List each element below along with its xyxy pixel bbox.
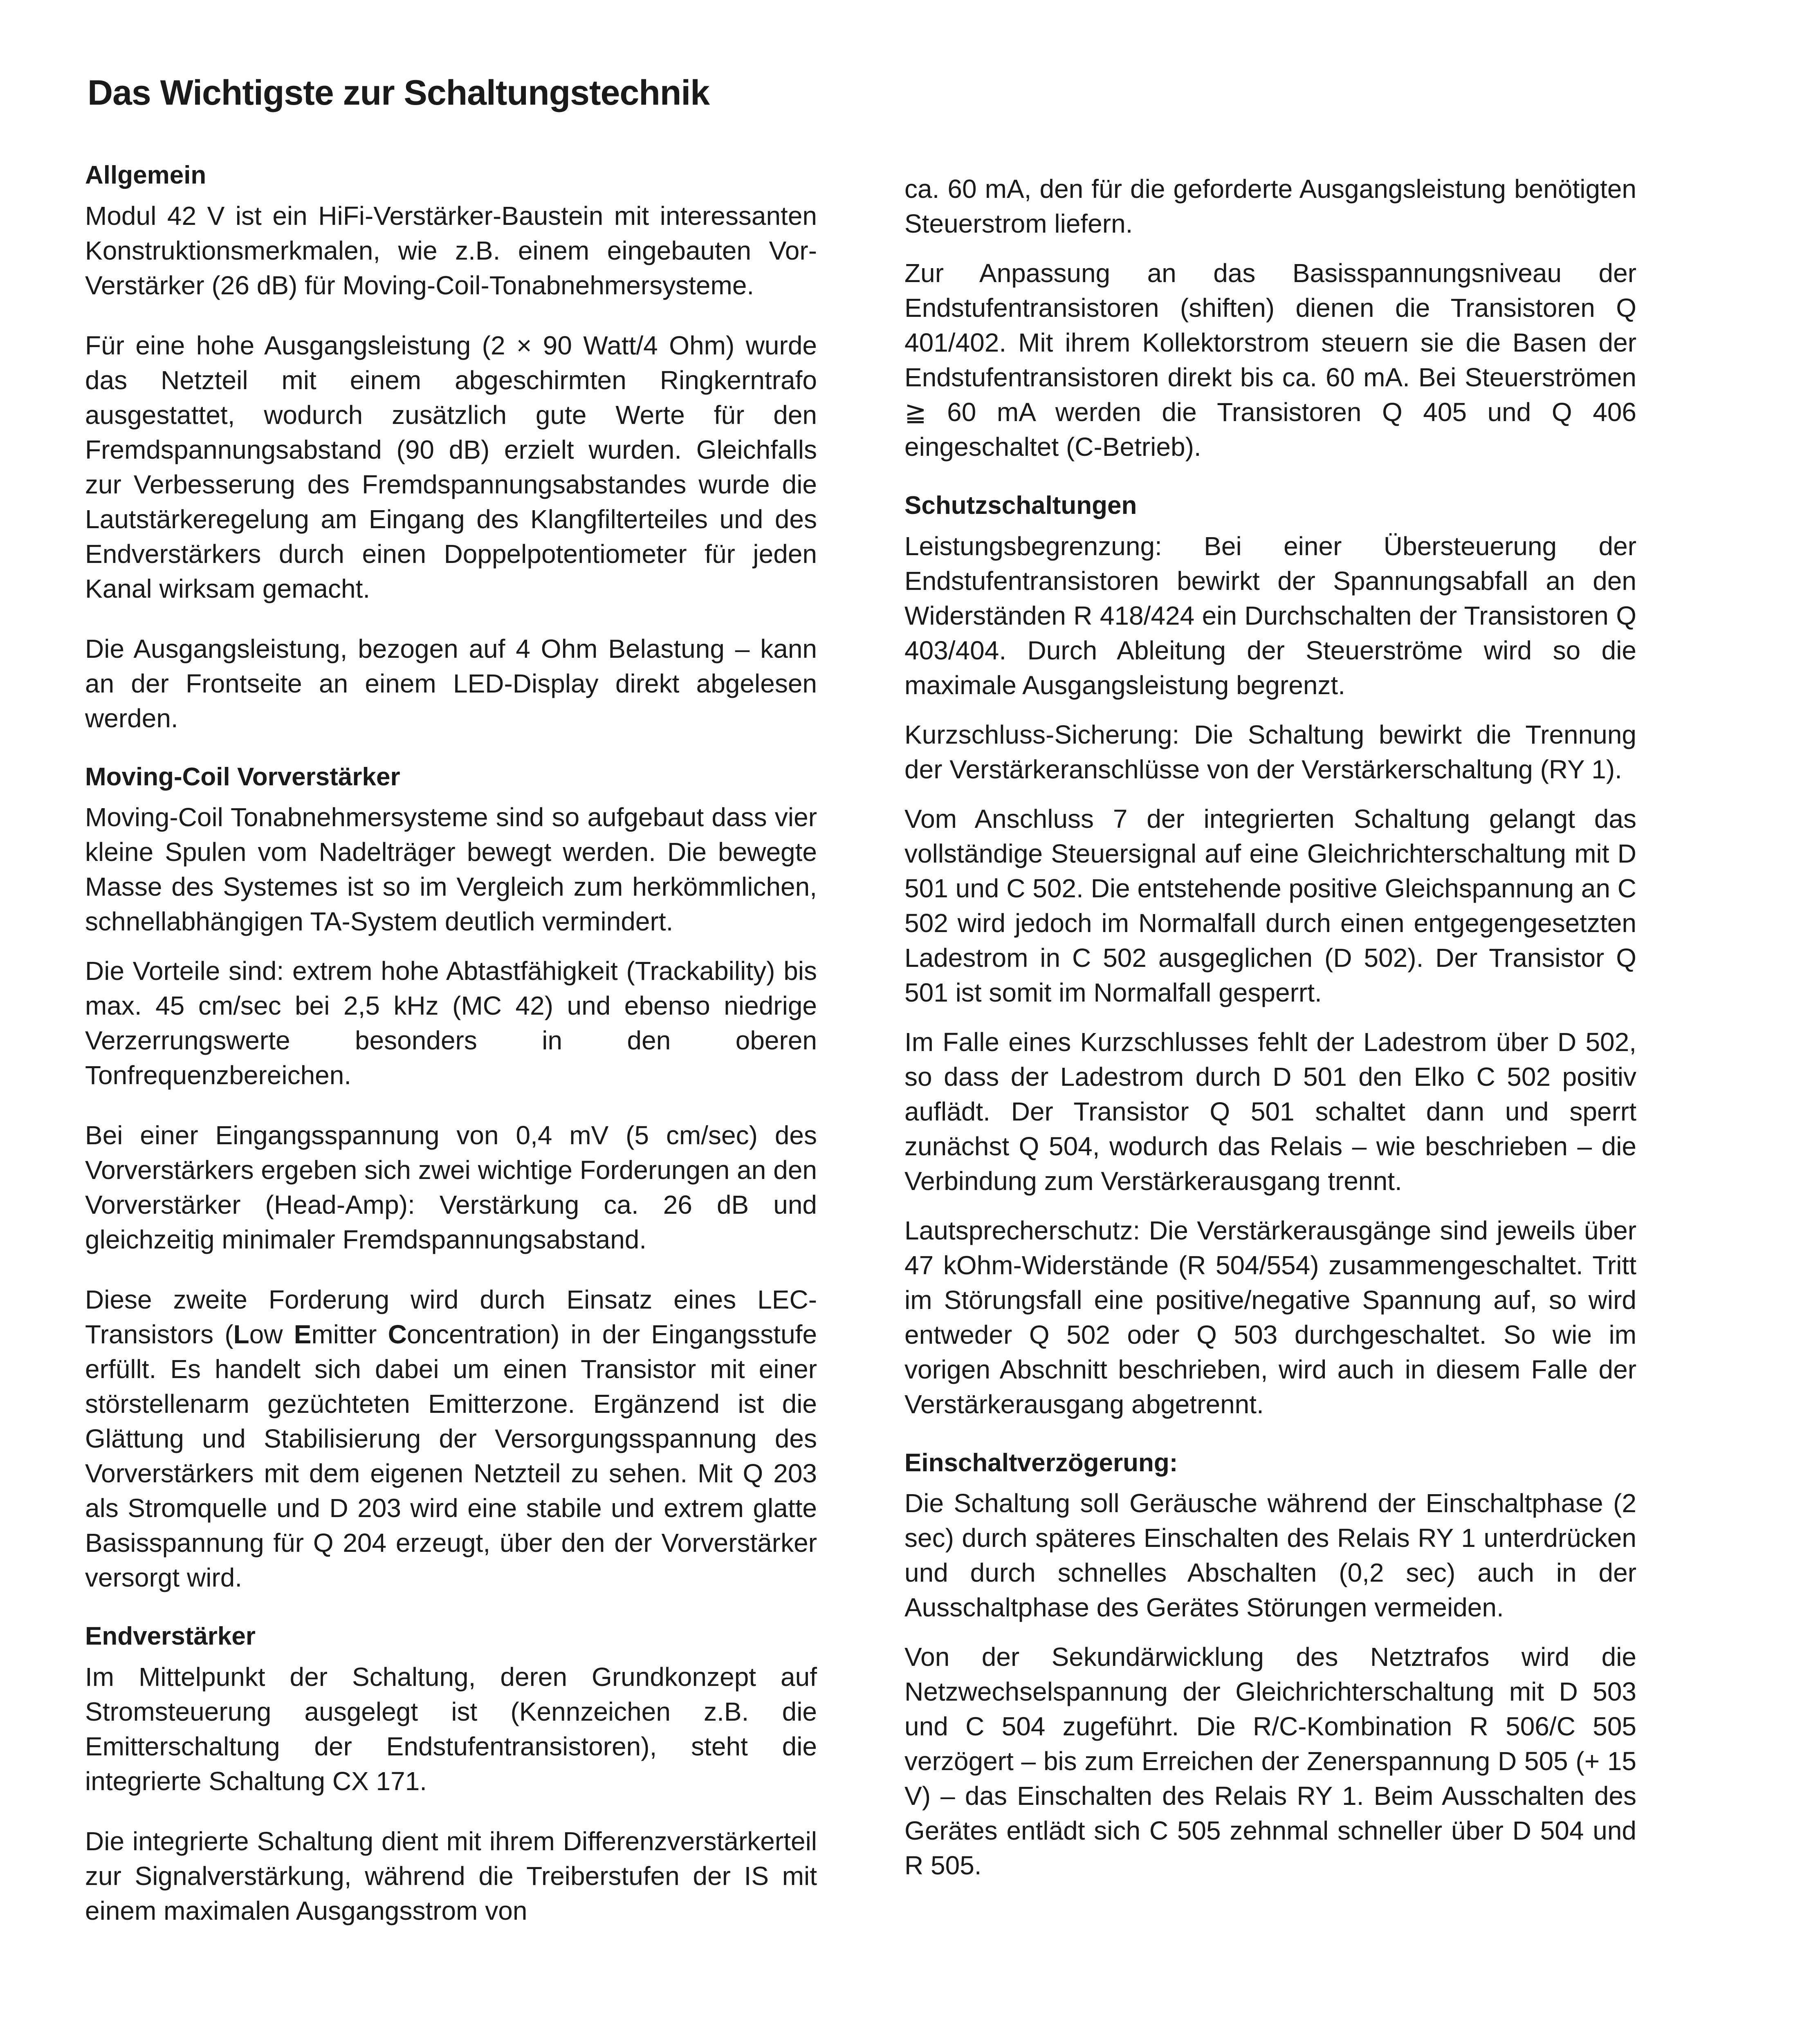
section-endverstaerker — [85, 1620, 817, 1928]
text-run: ow — [249, 1320, 294, 1349]
paragraph: ca. 60 mA, den für die geforderte Ausgangsleistung benötigten Steuerstrom liefern. — [904, 174, 1636, 238]
paragraph: Modul 42 V ist ein HiFi-Verstärker-Baustein mit interessanten Konstruktionsmerkmalen, wie z.B. einem eingebauten Vor-Verstärker (26 dB) für Moving-Coil-Tonabnehmersysteme. — [85, 201, 817, 300]
section-heading-einschaltverzoegerung: Einschaltverzögerung: — [904, 1448, 1178, 1477]
page-title: Das Wichtigste zur Schaltungstechnik — [88, 73, 710, 112]
paragraph: Von der Sekundärwicklung des Netztrafos wird die Netzwechselspannung der Gleichrichterschaltung mit D 503 und C 504 zugeführt. Die R/C-Kombination R 506/C 505 verzögert – bis zum Erreichen der Zenerspannung D 505 (+ 15 V) – das Einschalten des Relais RY 1. Beim Ausschalten des Gerätes entlädt sich C 505 zehnmal schneller über D 504 und R 505. — [904, 1642, 1636, 1880]
section-heading-allgemein: Allgemein — [85, 161, 206, 189]
paragraph: Für eine hohe Ausgangsleistung (2 × 90 Watt/4 Ohm) wurde das Netzteil mit einem abgeschirmten Ringkerntrafo ausgestattet, wodurch zusätzlich gute Werte für den Fremdspannungsabstand (90 dB) erzielt wurden. Gleichfalls zur Verbesserung des Fremdspannungsabstandes wurde die Lautstärkeregelung am Eingang des Klangfilterteiles und des Endverstärkers durch einen Doppelpotentiometer für jeden Kanal wirksam gemacht. — [85, 330, 817, 603]
section-heading-schutzschaltungen: Schutzschaltungen — [904, 491, 1137, 520]
paragraph: Im Falle eines Kurzschlusses fehlt der Ladestrom über D 502, so dass der Ladestrom durch D 501 den Elko C 502 positiv auflädt. Der Transistor Q 501 schaltet dann und sperrt zunächst Q 504, wodurch das Relais – wie beschrieben – die Verbindung zum Verstärkerausgang trennt. — [904, 1027, 1636, 1196]
emphasis-letter: C — [388, 1320, 407, 1349]
section-allgemein — [85, 159, 817, 736]
section-moving-coil — [85, 761, 817, 1596]
emphasis-letter: L — [233, 1320, 249, 1349]
paragraph: Kurzschluss-Sicherung: Die Schaltung bewirkt die Trennung der Verstärkeranschlüsse von der Verstärkerschaltung (RY 1). — [904, 719, 1636, 784]
text-run: Diese zweite Forderung wird durch Einsatz eines LEC-Transistors ( — [85, 1285, 817, 1349]
paragraph: Die integrierte Schaltung dient mit ihrem Differenzverstärkerteil zur Signalverstärkung, während die Treiberstufen der IS mit einem maximalen Ausgangsstrom von — [85, 1826, 817, 1925]
paragraph: Die Schaltung soll Geräusche während der Einschaltphase (2 sec) durch späteres Einschalten des Relais RY 1 unterdrücken und durch schnelles Abschalten (0,2 sec) auch in der Ausschaltphase des Gerätes Störungen vermeiden. — [904, 1488, 1636, 1622]
text-run: oncentration) in der Eingangsstufe erfüllt. Es handelt sich dabei um einen Transistor mit einer störstellenarm gezüchteten Emitterzone. Ergänzend ist die Glättung und Stabilisierung der Versorgungsspannung des Vorverstärkers mit dem eigenen Netzteil zu sehen. Mit Q 203 als Stromquelle und D 203 wird eine stabile und extrem glatte Basisspannung für Q 204 erzeugt, über den der Vorverstärker versorgt wird. — [85, 1320, 817, 1592]
paragraph: Lautsprecherschutz: Die Verstärkerausgänge sind jeweils über 47 kOhm-Widerstände (R 504/554) zusammengeschaltet. Tritt im Störungsfall eine positive/negative Spannung auf, so wird entweder Q 502 oder Q 503 durchgeschaltet. So wie im vorigen Abschnitt beschrieben, wird auch in diesem Falle der Verstärkerausgang abgetrennt. — [904, 1215, 1636, 1419]
paragraph: Im Mittelpunkt der Schaltung, deren Grundkonzept auf Stromsteuerung ausgelegt ist (Kennzeichen z.B. die Emitterschaltung der Endstufentransistoren), steht die integrierte Schaltung CX 171. — [85, 1662, 817, 1796]
section-einschaltverzoegerung — [904, 1447, 1636, 1883]
paragraph: Bei einer Eingangsspannung von 0,4 mV (5 cm/sec) des Vorverstärkers ergeben sich zwei wichtige Forderungen an den Vorverstärker (Head-Amp): Verstärkung ca. 26 dB und gleichzeitig minimaler Fremdspannungsabstand. — [85, 1121, 817, 1254]
section-heading-moving-coil: Moving-Coil Vorverstärker — [85, 762, 400, 791]
paragraph — [85, 1282, 817, 1595]
text-run: mitter — [311, 1320, 388, 1349]
paragraph: Die Vorteile sind: extrem hohe Abtastfähigkeit (Trackability) bis max. 45 cm/sec bei 2,5 kHz (MC 42) und ebenso niedrige Verzerrungswerte besonders in den oberen Tonfrequenzbereichen. — [85, 956, 817, 1090]
right-column — [904, 172, 1636, 1908]
left-column — [85, 159, 817, 1954]
paragraph: Die Ausgangsleistung, bezogen auf 4 Ohm Belastung – kann an der Frontseite an einem LED-Display direkt abgelesen werden. — [85, 634, 817, 733]
paragraph: Leistungsbegrenzung: Bei einer Übersteuerung der Endstufentransistoren bewirkt der Spannungsabfall an den Widerständen R 418/424 ein Durchschalten der Transistoren Q 403/404. Durch Ableitung der Steuerströme wird so die maximale Ausgangsleistung begrenzt. — [904, 531, 1636, 700]
section-heading-endverstaerker: Endverstärker — [85, 1622, 256, 1650]
paragraph: Zur Anpassung an das Basisspannungsniveau der Endstufentransistoren (shiften) dienen die Transistoren Q 401/402. Mit ihrem Kollektorstrom steuern sie die Basen der Endstufentransistoren direkt bis ca. 60 mA. Bei Steuerströmen ≧ 60 mA werden die Transistoren Q 405 und Q 406 eingeschaltet (C-Betrieb). — [904, 258, 1636, 462]
section-schutzschaltungen — [904, 490, 1636, 1422]
paragraph: Moving-Coil Tonabnehmersysteme sind so aufgebaut dass vier kleine Spulen vom Nadelträger bewegt werden. Die bewegte Masse des Systemes ist so im Vergleich zum herkömmlichen, schnellabhängigen TA-System deutlich vermindert. — [85, 802, 817, 936]
emphasis-letter: E — [294, 1320, 312, 1349]
paragraph: Vom Anschluss 7 der integrierten Schaltung gelangt das vollständige Steuersignal auf eine Gleichrichterschaltung mit D 501 und C 502. Die entstehende positive Gleichspannung an C 502 wird jedoch im Normalfall durch einen entgegengesetzten Ladestrom in C 502 ausgeglichen (D 502). Der Transistor Q 501 ist somit im Normalfall gesperrt. — [904, 804, 1636, 1007]
section-continuation — [904, 172, 1636, 464]
